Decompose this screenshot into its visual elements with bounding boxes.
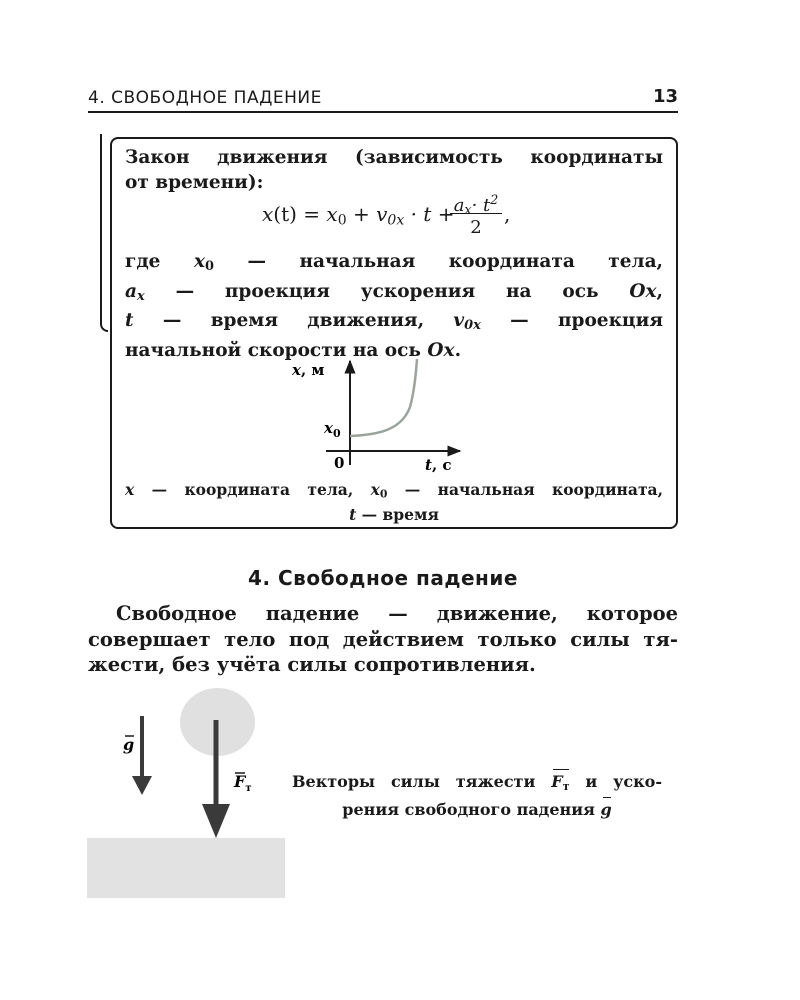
f-arrowhead xyxy=(202,804,230,838)
motion-law-formula xyxy=(262,188,552,242)
legend-v0x-desc-cont: начальной скорости на ось xyxy=(125,340,421,362)
legend-x0-sub: 0 xyxy=(204,259,214,275)
caption-f-vector: $F_т$ xyxy=(551,770,569,798)
legend-t-desc: — время движения, xyxy=(162,310,425,332)
header-rule xyxy=(88,111,678,113)
legend-x0-desc: — начальная координата тела, xyxy=(247,251,663,272)
definition-line2: совершает тело под действием только силы тя- xyxy=(88,627,678,651)
f-vector-label: $F_т$ xyxy=(234,772,252,794)
position-time-graph xyxy=(280,355,480,480)
vector-caption-text2: рения свободного падения xyxy=(342,799,595,819)
x0-label: $x_0$ xyxy=(324,419,341,440)
legend-v0x-sub: 0x xyxy=(464,318,481,334)
g-vector-label: g xyxy=(123,735,135,754)
free-fall-definition xyxy=(88,601,678,678)
legend-ax-sub: x xyxy=(137,288,145,304)
legend-ox-2: Ox xyxy=(427,340,455,362)
legend-word-where: где xyxy=(125,251,161,272)
legend-ax-desc: — проекция ускорения на ось xyxy=(175,280,599,302)
page-number: 13 xyxy=(652,86,678,107)
formula-v: v xyxy=(376,202,388,226)
legend-t: t xyxy=(125,310,134,332)
origin-label: 0 xyxy=(334,454,345,472)
vector-caption xyxy=(292,770,662,822)
formula-num-t: · t xyxy=(471,194,491,216)
formula-v-sub: 0x xyxy=(387,212,405,229)
formula-num-exp: 2 xyxy=(490,192,499,207)
formula-comma: , xyxy=(504,202,511,226)
definition-term: Свободное падение xyxy=(116,602,360,625)
law-title-line1: Закон движения (зависимость координаты xyxy=(125,147,663,168)
legend-ox: Ox xyxy=(629,280,657,302)
formula-num-a: a xyxy=(453,194,465,216)
legend-v0x-desc: — проекция xyxy=(510,310,663,332)
formula-t-arg: (t) xyxy=(273,202,297,226)
caption-x0: x xyxy=(370,480,380,499)
vector-caption-line2 xyxy=(292,798,662,822)
graph-caption xyxy=(125,480,663,526)
caption-t: t xyxy=(349,505,357,525)
legend-v0x: v xyxy=(453,310,465,332)
x-axis-label: t, с xyxy=(425,456,452,474)
law-title-line2: от времени): xyxy=(125,171,264,193)
caption-x0-desc: — начальная координата, xyxy=(404,480,663,499)
formula-x: x xyxy=(262,202,274,226)
legend-ax: a xyxy=(125,280,137,302)
caption-x0-sub: 0 xyxy=(379,487,388,501)
legend-line1 xyxy=(125,250,663,280)
definition-rest: — движение, которое xyxy=(359,602,678,625)
legend-comma: , xyxy=(656,280,663,302)
legend-dot: . xyxy=(454,340,462,362)
caption-g-vector: g xyxy=(601,798,612,822)
formula-x0: x xyxy=(326,202,338,226)
legend-line3 xyxy=(125,309,663,339)
legend-line2 xyxy=(125,280,663,310)
side-bracket xyxy=(100,134,108,332)
vector-arrows xyxy=(85,700,285,850)
section-title: 4. Свободное падение xyxy=(248,566,518,590)
position-curve xyxy=(350,359,417,436)
graph-caption-line2 xyxy=(125,505,663,526)
vector-caption-part1: Векторы силы тяжести xyxy=(292,772,536,791)
legend-x0: x xyxy=(193,251,205,272)
formula-legend xyxy=(125,250,663,364)
caption-x-desc: — координата тела, xyxy=(151,480,371,499)
vector-caption-line1 xyxy=(292,770,662,798)
formula-fraction xyxy=(450,188,502,240)
caption-t-desc: — время xyxy=(356,505,439,525)
graph-caption-line1 xyxy=(125,480,663,505)
vector-caption-part2: и уско- xyxy=(585,772,662,791)
formula-numerator xyxy=(450,188,502,218)
running-head: 4. СВОБОДНОЕ ПАДЕНИЕ xyxy=(88,88,322,108)
formula-denominator: 2 xyxy=(470,217,482,238)
formula-x0-sub: 0 xyxy=(337,212,347,229)
definition-line1 xyxy=(88,601,678,627)
formula-num-a-sub: x xyxy=(464,202,472,218)
y-axis-label: x, м xyxy=(292,361,325,379)
formula-plus: + xyxy=(346,202,377,226)
formula-eq: = xyxy=(296,202,327,226)
g-arrowhead xyxy=(132,776,152,795)
caption-x: x xyxy=(125,480,135,499)
formula-dot-t: · t + xyxy=(404,202,455,226)
definition-line3: жести, без учёта силы сопротивления. xyxy=(88,653,536,676)
